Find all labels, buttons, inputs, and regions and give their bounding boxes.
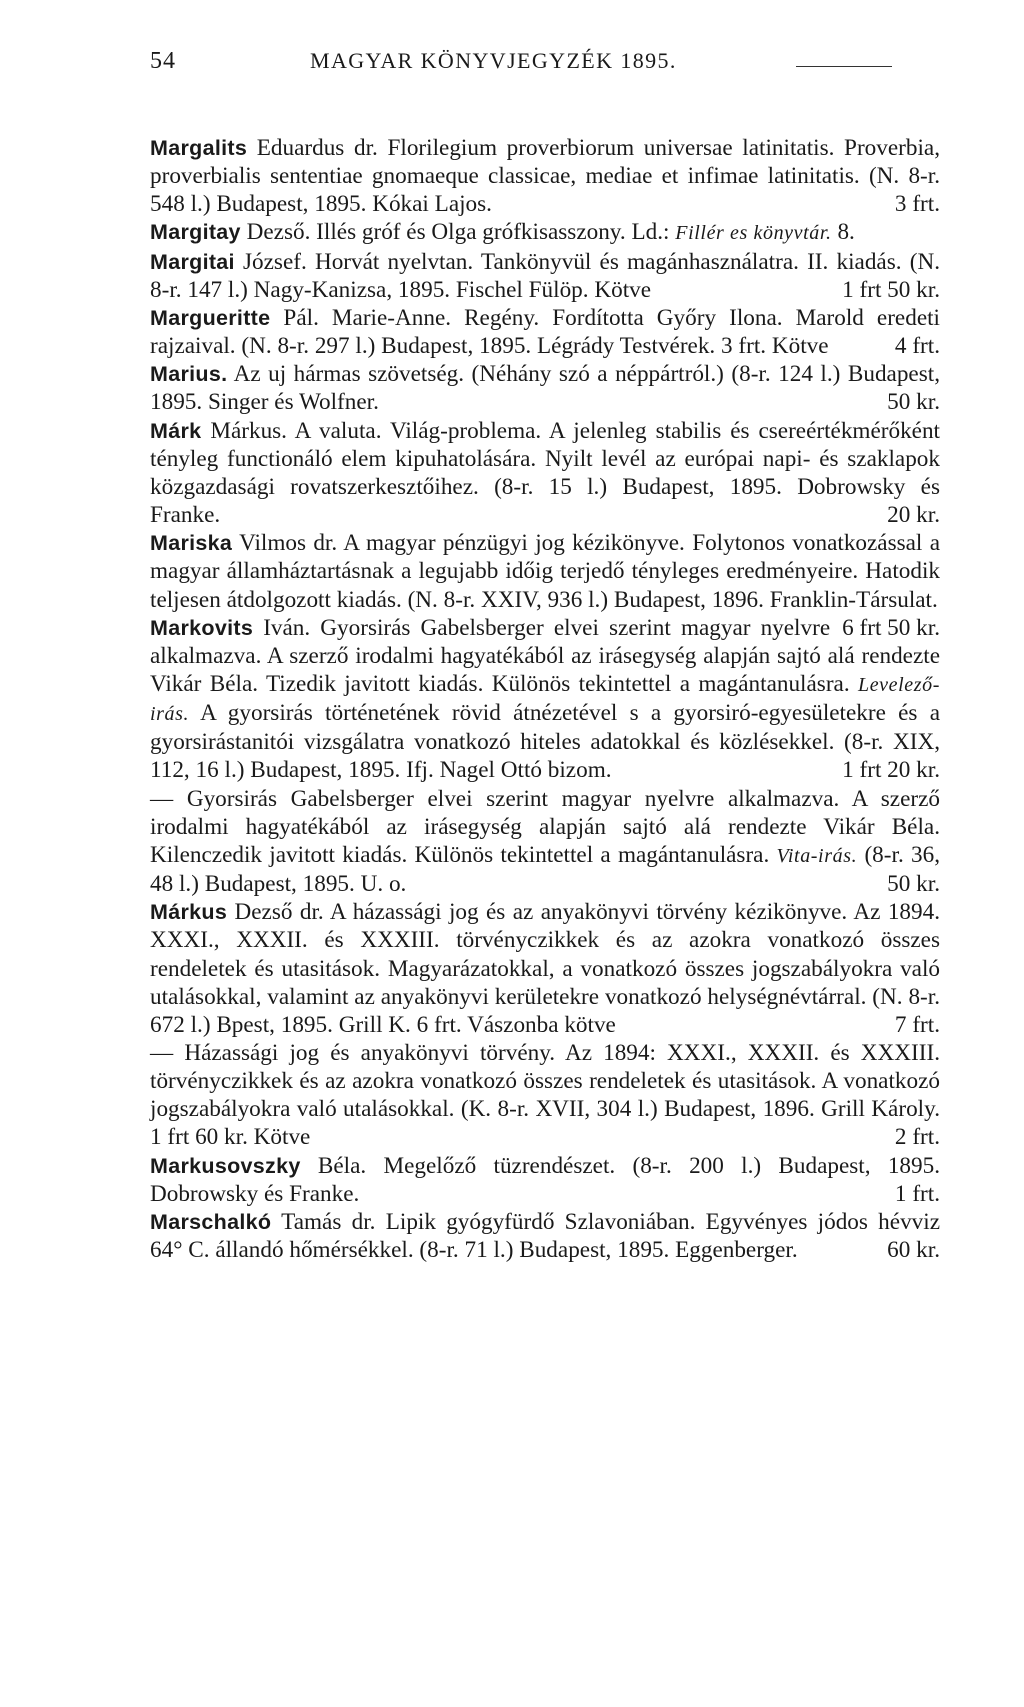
entry-price: 7 frt. xyxy=(894,1011,940,1038)
entry-markus xyxy=(150,898,940,1039)
entry-body: Vilmos dr. A magyar pénzügyi jog kézikönyve. Folytonos vonatkozással a magyar államháztartásnak a legujabb időig terjedő tényleges eredményeire. Hatodik teljesen átdolgozott kiadás. (N. 8-r. XXIV, 936 l.) Budapest, 1896. Franklin-Társulat. xyxy=(150,530,940,613)
bibliography-entries xyxy=(150,134,940,1264)
entry-series-italic: Fillér es könyvtár. xyxy=(675,222,832,245)
entry-body: Eduardus dr. Florilegium proverbiorum universae latinitatis. Proverbia, proverbialis sententiae gnomaeque classicae, mediae et infimae latinitatis. (N. 8-r. 548 l.) Budapest, 1895. Kókai Lajos. xyxy=(150,135,940,218)
entry-author: Márk xyxy=(150,418,202,443)
entry-margitay xyxy=(150,218,940,247)
header-rule xyxy=(796,66,892,67)
entry-body: József. Horvát nyelvtan. Tankönyvül és magánhasználatra. II. kiadás. (N. 8-r. 147 l.) Nagy-Kanizsa, 1895. Fischel Fülöp. Kötve xyxy=(150,248,940,303)
entry-body: — Gyorsirás Gabelsberger elvei szerint magyar nyelvre alkalmazva. A szerző irodalmi hagyatékából az irásegység alapján sajtó alá rendezte Vikár Béla. Kilenczedik javitott kiadás. Különös tekintettel a magántanulásra. xyxy=(150,785,940,868)
entry-price: 3 frt. xyxy=(894,191,940,218)
entry-body: Pál. Marie-Anne. Regény. Fordította Győry Ilona. Marold eredeti rajzaival. (N. 8-r. 297 l.) Budapest, 1895. Légrády Testvérek. 3 frt. Kötve xyxy=(150,304,940,360)
entry-author: Margitay xyxy=(150,220,241,245)
entry-price: 20 kr. xyxy=(887,502,940,529)
entry-body-after: (8-r. 36, 48 l.) Budapest, 1895. U. o. xyxy=(150,841,940,898)
entry-margitai xyxy=(150,248,940,304)
entry-body: Az uj hármas szövetség. (Néhány szó a néppártról.) (8-r. 124 l.) Budapest, 1895. Singer és Wolfner. xyxy=(150,361,940,416)
entry-body: Béla. Megelőző tüzrendészet. (8-r. 200 l.) Budapest, 1895. Dobrowsky és Franke. xyxy=(150,1152,940,1207)
running-title: MAGYAR KÖNYVJEGYZÉK 1895. xyxy=(310,48,677,73)
entry-markusovszky xyxy=(150,1152,940,1208)
entry-marschalko xyxy=(150,1208,940,1264)
entry-author: Markusovszky xyxy=(150,1153,301,1178)
entry-marius xyxy=(150,360,940,416)
entry-body: Dezső dr. A házassági jog és az anyakönyvi törvény kézikönyve. Az 1894. XXXI., XXXII. és XXXIII. törvényczikkek és az azokra vonatkozó összes rendeletek és utasitások. Magyarázatokkal, a vonatkozó összes jogszabályokra való utalásokkal, valamint az anyakönyvi kerületekre vonatkozó helységnévtárral. (N. 8-r. 672 l.) Bpest, 1895. Grill K. 6 frt. Vászonba kötve xyxy=(150,899,940,1038)
entry-author: Margueritte xyxy=(150,305,271,330)
entry-body: Dezső. Illés gróf és Olga grófkisasszony. Ld.: xyxy=(240,219,676,246)
entry-price: 4 frt. xyxy=(894,333,940,360)
entry-price: 1 frt 50 kr. xyxy=(842,276,940,303)
entry-price: 1 frt. xyxy=(894,1180,940,1207)
entry-author: Márkus xyxy=(150,900,228,925)
entry-markovits xyxy=(150,614,940,785)
entry-margueritte xyxy=(150,304,940,360)
entry-series-italic: Vita-irás. xyxy=(776,844,858,867)
page-header xyxy=(150,48,940,88)
entry-body: Tamás dr. Lipik gyógyfürdő Szlavoniában. Egyvényes jódos hévviz 64° C. állandó hőmérsékkel. (8-r. 71 l.) Budapest, 1895. Eggenberger. xyxy=(150,1208,940,1264)
entry-price: 50 kr. xyxy=(887,389,940,416)
entry-markovits-2 xyxy=(150,785,940,899)
entry-mark xyxy=(150,417,940,530)
entry-body-after: 8. xyxy=(831,219,855,246)
entry-author: Marschalkó xyxy=(150,1209,272,1234)
entry-price: 60 kr. xyxy=(887,1237,940,1264)
entry-series-italic: Levelező-irás. xyxy=(150,673,940,726)
entry-markus-2 xyxy=(150,1039,940,1152)
entry-margalits xyxy=(150,134,940,218)
entry-price: 6 frt 50 kr. xyxy=(842,614,940,641)
entry-author: Margalits xyxy=(150,136,248,160)
entry-author: Margitai xyxy=(150,249,235,274)
entry-author: Mariska xyxy=(150,531,233,556)
entry-body-after: A gyorsirás történetének rövid átnézetével s a gyorsiró-egyesületekre és a gyorsirástanitói vizsgálatra vonatkozó hiteles adatokkal és közlésekkel. (8-r. XIX, 112, 16 l.) Budapest, 1895. Ifj. Nagel Ottó bizom. xyxy=(150,700,940,784)
entry-body: Iván. Gyorsirás Gabelsberger elvei szerint magyar nyelvre alkalmazva. A szerző irodalmi hagyatékából az irásegység alapján sajtó alá rendezte Vikár Béla. Tizedik javitott kiadás. Különös tekintettel a magántanulásra. xyxy=(150,614,940,697)
entry-price: 1 frt 20 kr. xyxy=(842,757,940,784)
entry-body: Márkus. A valuta. Világ-problema. A jelenleg stabilis és csereértékmérőként tényleg functionáló elem kipuhatolására. Nyilt levél az európai napi- és szaklapok közgazdasági rovatszerkesztőihez. (8-r. 15 l.) Budapest, 1895. Dobrowsky és Franke. xyxy=(150,417,940,529)
page-number: 54 xyxy=(150,48,176,74)
entry-author: Markovits xyxy=(150,615,254,640)
entry-price: 50 kr. xyxy=(887,871,940,898)
entry-body: — Házassági jog és anyakönyvi törvény. Az 1894: XXXI., XXXII. és XXXIII. törvényczikkek és az azokra vonatkozó összes rendeletek és utasitások. A vonatkozó jogszabályokra való utalásokkal. (K. 8-r. XVII, 304 l.) Budapest, 1896. Grill Károly. 1 frt 60 kr. Kötve xyxy=(150,1040,940,1151)
entry-price: 2 frt. xyxy=(894,1124,940,1151)
entry-author: Marius. xyxy=(150,362,228,387)
